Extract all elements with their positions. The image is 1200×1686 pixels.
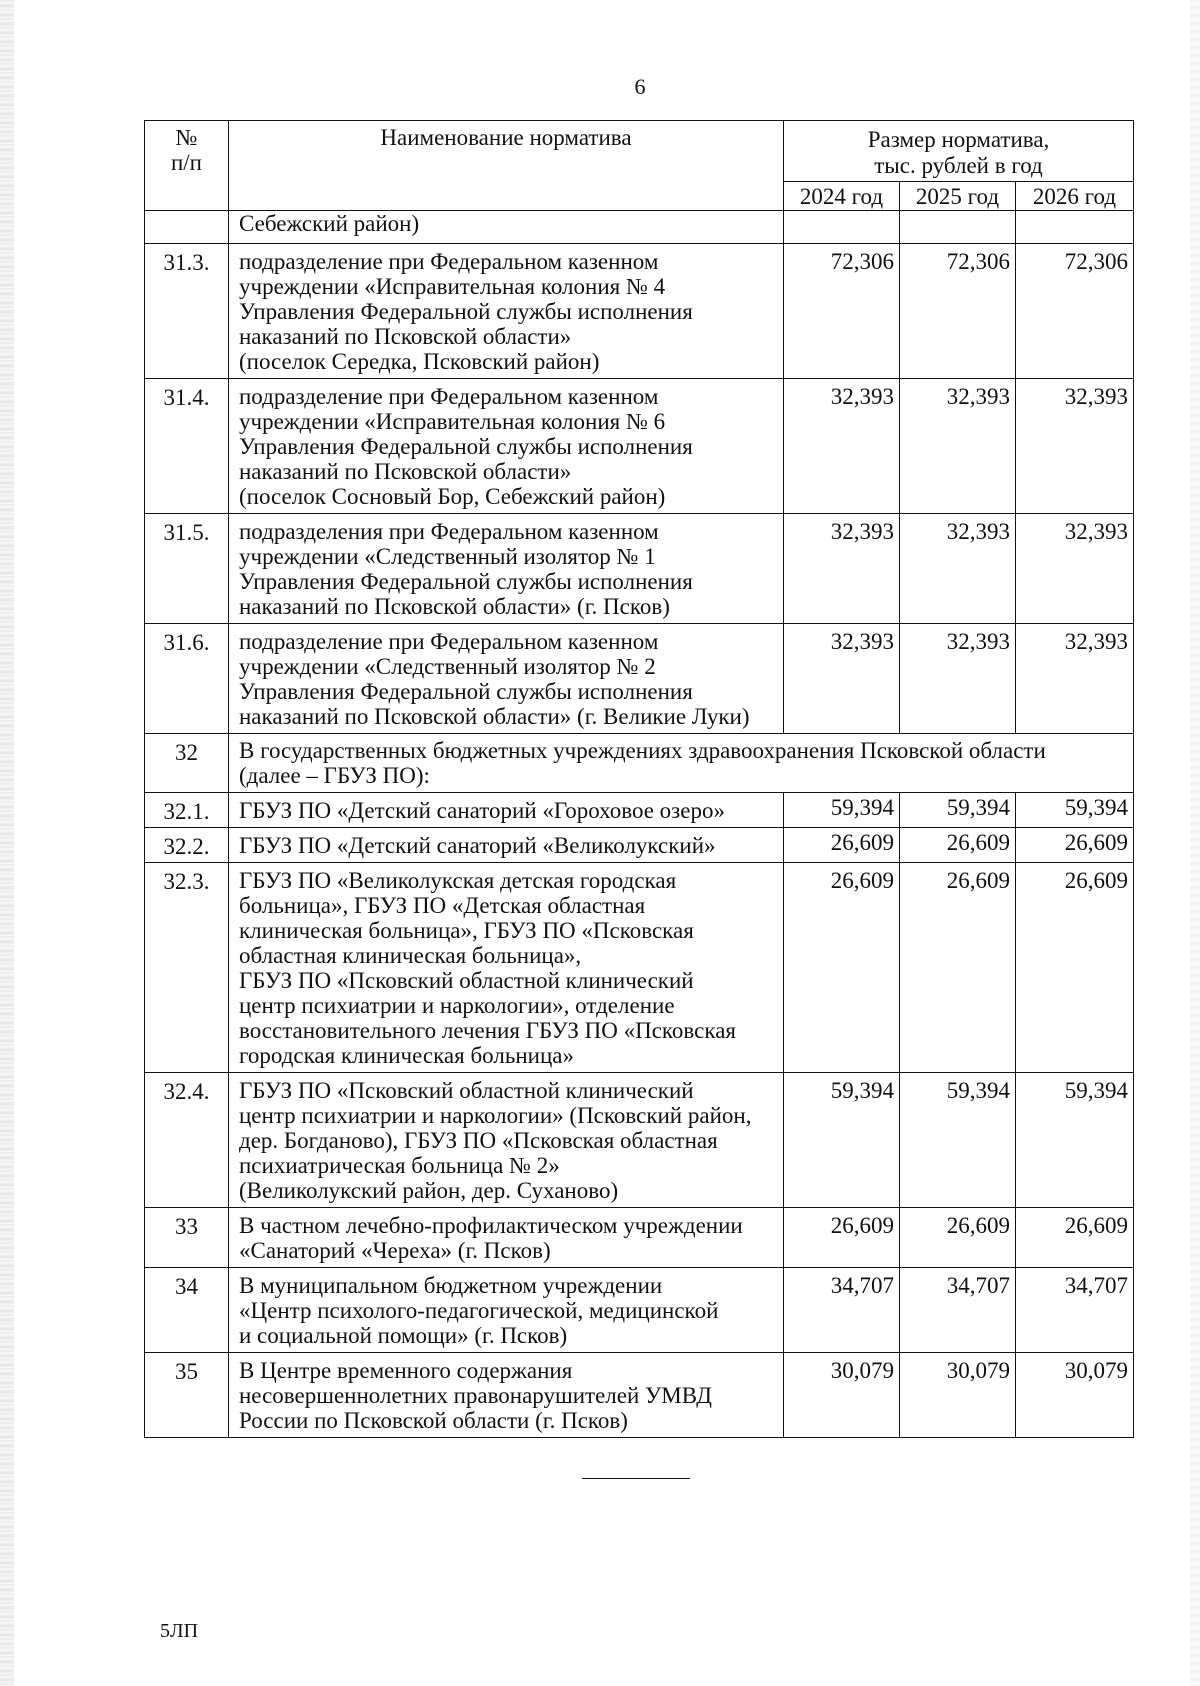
row-name: ГБУЗ ПО «Великолукская детская городская больница», ГБУЗ ПО «Детская областная клиническая больница», ГБУЗ ПО «Псковская областная клиническая больница», ГБУЗ ПО «Псковский областной клинический центр психиатрии и наркологии», отделение восстановительного лечения ГБУЗ ПО «Псковская городская клиническая больница»: [229, 863, 784, 1073]
row-value-2025: 72,306: [900, 244, 1016, 379]
row-name: Себежский район): [229, 211, 784, 244]
row-value-2024: 59,394: [784, 1073, 900, 1208]
table-row: [145, 1073, 1134, 1208]
table-row: [145, 734, 1134, 793]
row-value-2026: 34,707: [1016, 1268, 1134, 1353]
table-row: [145, 793, 1134, 828]
row-number: 32.4.: [145, 1073, 229, 1208]
row-value-2025: 32,393: [900, 379, 1016, 514]
end-separator-rule: [582, 1478, 690, 1479]
table-row: [145, 244, 1134, 379]
row-value-2024: 32,393: [784, 379, 900, 514]
row-value-2024: 26,609: [784, 1208, 900, 1268]
row-value-2025: 26,609: [900, 1208, 1016, 1268]
row-number: 32.3.: [145, 863, 229, 1073]
row-value-2024: 32,393: [784, 514, 900, 624]
table-row: [145, 624, 1134, 734]
row-value-2026: 59,394: [1016, 1073, 1134, 1208]
row-number: 31.5.: [145, 514, 229, 624]
row-number: 34: [145, 1268, 229, 1353]
row-name: В частном лечебно-профилактическом учреждении «Санаторий «Череха» (г. Псков): [229, 1208, 784, 1268]
row-value-2024: 26,609: [784, 828, 900, 863]
row-value-2024: 32,393: [784, 624, 900, 734]
row-value-2026: 32,393: [1016, 514, 1134, 624]
row-name: ГБУЗ ПО «Детский санаторий «Великолукский»: [229, 828, 784, 863]
row-value-2025: 26,609: [900, 828, 1016, 863]
row-value-2026: 72,306: [1016, 244, 1134, 379]
table-row: [145, 1208, 1134, 1268]
table-row-continuation: [145, 211, 1134, 244]
row-value-2025: 32,393: [900, 514, 1016, 624]
row-name: подразделение при Федеральном казенном учреждении «Следственный изолятор № 2 Управления Федеральной службы исполнения наказаний по Псковской области» (г. Великие Луки): [229, 624, 784, 734]
scan-edge-right: [1190, 0, 1200, 1686]
row-value-2024: 59,394: [784, 793, 900, 828]
row-name: подразделения при Федеральном казенном учреждении «Следственный изолятор № 1 Управления Федеральной службы исполнения наказаний по Псковской области» (г. Псков): [229, 514, 784, 624]
row-value-2024: [784, 211, 900, 244]
header-year-2024: 2024 год: [784, 182, 900, 211]
row-name: подразделение при Федеральном казенном учреждении «Исправительная колония № 6 Управления Федеральной службы исполнения наказаний по Псковской области» (поселок Сосновый Бор, Себежский район): [229, 379, 784, 514]
table-row: [145, 514, 1134, 624]
row-value-2026: 26,609: [1016, 863, 1134, 1073]
row-number: 32: [145, 734, 229, 793]
header-number: № п/п: [145, 121, 229, 211]
row-value-2026: [1016, 211, 1134, 244]
row-value-2025: 59,394: [900, 1073, 1016, 1208]
row-value-2024: 72,306: [784, 244, 900, 379]
page-number: 6: [634, 74, 646, 99]
row-name: В муниципальном бюджетном учреждении «Центр психолого-педагогической, медицинской и социальной помощи» (г. Псков): [229, 1268, 784, 1353]
row-value-2025: 59,394: [900, 793, 1016, 828]
row-number: 33: [145, 1208, 229, 1268]
row-name: подразделение при Федеральном казенном учреждении «Исправительная колония № 4 Управления Федеральной службы исполнения наказаний по Псковской области» (поселок Середка, Псковский район): [229, 244, 784, 379]
header-year-2025: 2025 год: [900, 182, 1016, 211]
row-name: В Центре временного содержания несовершеннолетних правонарушителей УМВД России по Псковской области (г. Псков): [229, 1353, 784, 1438]
row-name: ГБУЗ ПО «Детский санаторий «Гороховое озеро»: [229, 793, 784, 828]
header-year-2026: 2026 год: [1016, 182, 1134, 211]
table-row: [145, 863, 1134, 1073]
row-value-2026: 30,079: [1016, 1353, 1134, 1438]
row-number: 32.1.: [145, 793, 229, 828]
row-value-2024: 34,707: [784, 1268, 900, 1353]
header-name: Наименование норматива: [229, 121, 784, 211]
table-row: [145, 1353, 1134, 1438]
row-value-2025: 26,609: [900, 863, 1016, 1073]
header-size: Размер норматива, тыс. рублей в год: [784, 121, 1134, 182]
table-row: [145, 828, 1134, 863]
row-value-2025: 30,079: [900, 1353, 1016, 1438]
row-value-2025: 34,707: [900, 1268, 1016, 1353]
row-name: В государственных бюджетных учреждениях здравоохранения Псковской области (далее – ГБУЗ ПО):: [229, 734, 1134, 793]
row-value-2026: 32,393: [1016, 379, 1134, 514]
row-number: 31.6.: [145, 624, 229, 734]
row-number: 31.3.: [145, 244, 229, 379]
row-number: [145, 211, 229, 244]
row-number: 31.4.: [145, 379, 229, 514]
table-row: [145, 379, 1134, 514]
footer-code: 5ЛП: [160, 1620, 199, 1642]
row-number: 35: [145, 1353, 229, 1438]
scan-edge-left: [0, 0, 14, 1686]
row-value-2026: 26,609: [1016, 828, 1134, 863]
row-value-2024: 26,609: [784, 863, 900, 1073]
row-value-2024: 30,079: [784, 1353, 900, 1438]
row-value-2025: [900, 211, 1016, 244]
row-number: 32.2.: [145, 828, 229, 863]
row-value-2026: 32,393: [1016, 624, 1134, 734]
table-row: [145, 1268, 1134, 1353]
row-value-2026: 59,394: [1016, 793, 1134, 828]
row-value-2025: 32,393: [900, 624, 1016, 734]
row-value-2026: 26,609: [1016, 1208, 1134, 1268]
row-name: ГБУЗ ПО «Псковский областной клинический центр психиатрии и наркологии» (Псковский район, дер. Богданово), ГБУЗ ПО «Псковская областная психиатрическая больница № 2» (Великолукский район, дер. Суханово): [229, 1073, 784, 1208]
normative-table: [144, 120, 1134, 1438]
